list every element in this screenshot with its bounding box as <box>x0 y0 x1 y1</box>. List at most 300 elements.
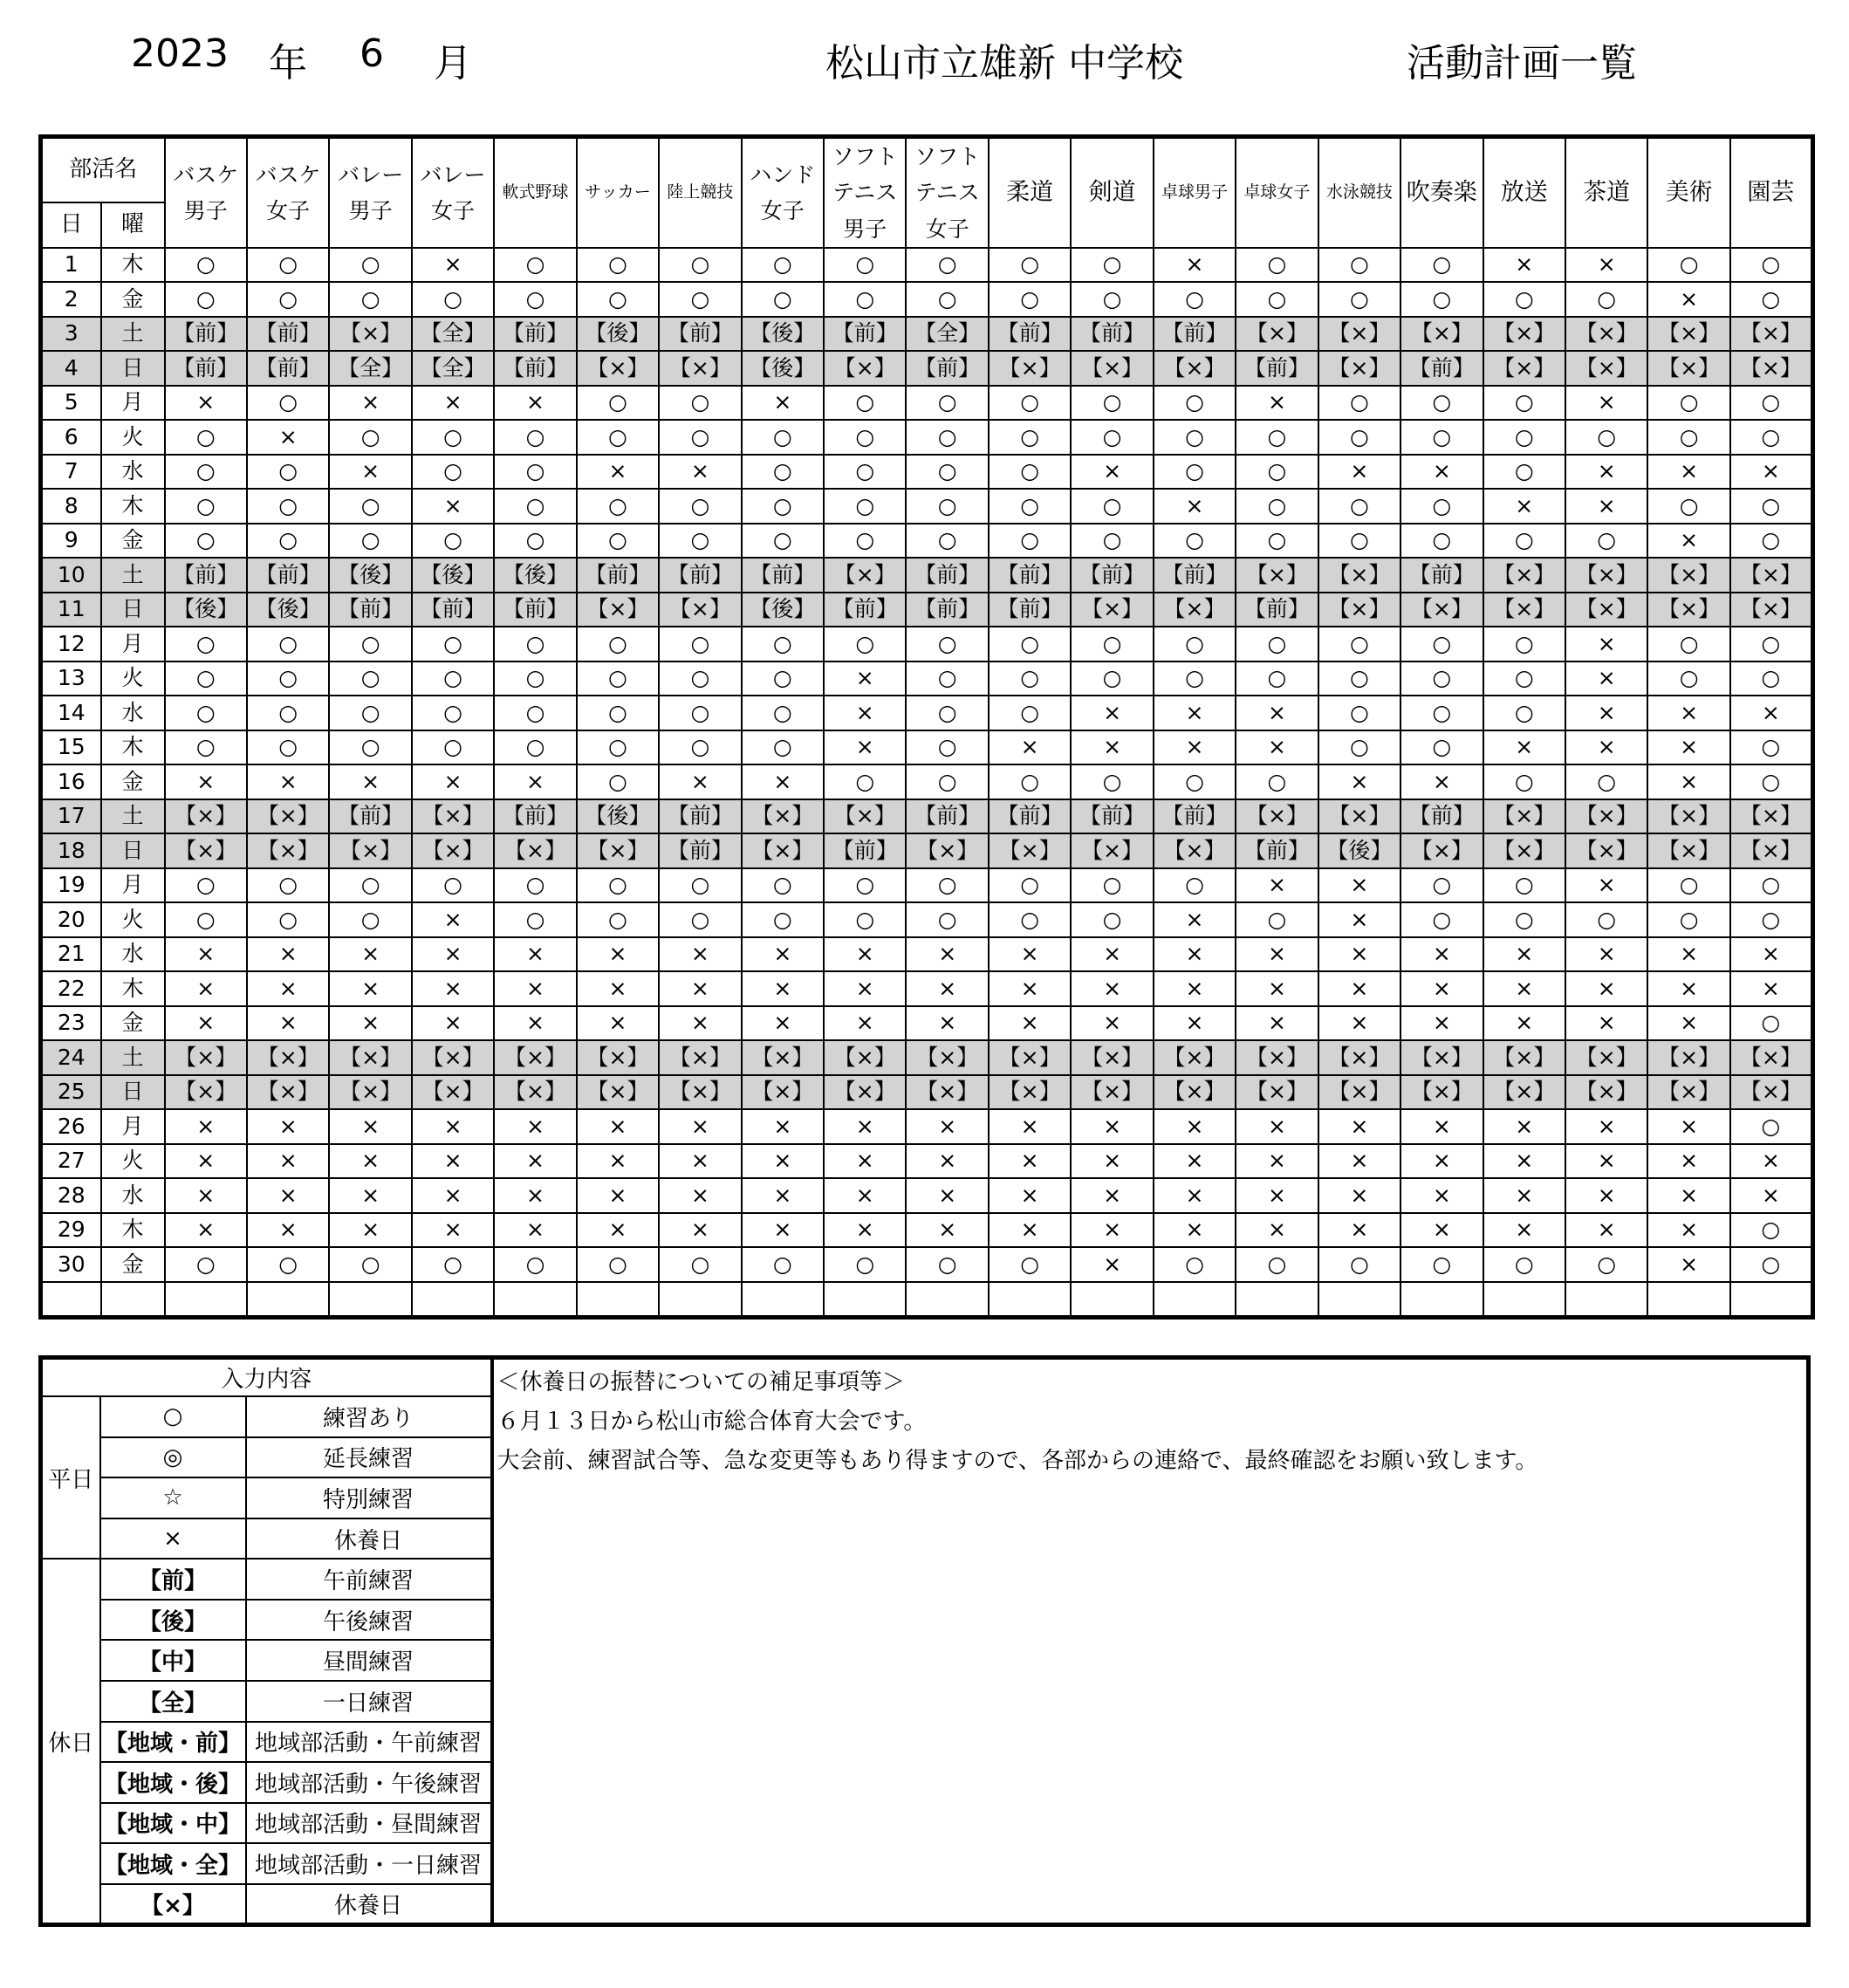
activity-cell: ○ <box>1071 627 1153 662</box>
activity-cell: × <box>1236 1144 1318 1179</box>
activity-cell: 【×】 <box>329 1075 411 1110</box>
activity-cell: ○ <box>412 282 494 317</box>
legend-meaning: 休養日 <box>246 1518 492 1560</box>
activity-cell: × <box>1318 937 1400 972</box>
weekday: 月 <box>101 868 165 903</box>
activity-cell: × <box>1236 730 1318 765</box>
activity-cell: ○ <box>247 248 329 283</box>
weekday: 水 <box>101 696 165 730</box>
activity-cell: × <box>165 971 247 1006</box>
activity-cell: × <box>659 971 741 1006</box>
legend-symbol: 【全】 <box>100 1681 246 1722</box>
day-number: 4 <box>41 351 101 386</box>
activity-cell: ○ <box>824 627 906 662</box>
activity-cell: 【×】 <box>412 1075 494 1110</box>
activity-cell: × <box>1071 937 1153 972</box>
activity-cell: 【後】 <box>412 558 494 593</box>
activity-cell: × <box>824 937 906 972</box>
activity-cell: ○ <box>989 386 1071 421</box>
activity-cell: × <box>1071 1144 1153 1179</box>
activity-cell: ○ <box>494 902 576 937</box>
legend-symbol: 【前】 <box>100 1559 246 1600</box>
activity-cell: 【前】 <box>906 799 988 834</box>
activity-cell: ○ <box>1730 764 1812 799</box>
activity-cell: ○ <box>165 1247 247 1282</box>
activity-cell: ○ <box>1400 1247 1483 1282</box>
activity-cell: ○ <box>329 420 411 455</box>
activity-cell: × <box>1071 1178 1153 1213</box>
club-header <box>1647 137 1729 248</box>
activity-cell: 【×】 <box>1730 593 1812 627</box>
activity-cell: × <box>1730 455 1812 490</box>
activity-cell: 【×】 <box>165 1040 247 1075</box>
activity-cell: × <box>906 937 988 972</box>
activity-cell: ○ <box>1154 764 1236 799</box>
activity-cell: ○ <box>1071 282 1153 317</box>
activity-cell: × <box>247 1178 329 1213</box>
activity-cell: × <box>1647 937 1729 972</box>
activity-cell: ○ <box>247 386 329 421</box>
activity-cell: × <box>1236 1109 1318 1144</box>
schedule-row <box>41 420 1813 455</box>
activity-cell: × <box>1236 1006 1318 1041</box>
activity-cell: 【×】 <box>989 351 1071 386</box>
activity-cell <box>989 1282 1071 1318</box>
activity-cell: 【×】 <box>1071 351 1153 386</box>
activity-cell: × <box>742 1178 824 1213</box>
activity-cell: 【×】 <box>1071 1040 1153 1075</box>
activity-cell: 【×】 <box>1318 1040 1400 1075</box>
activity-cell: ○ <box>989 627 1071 662</box>
activity-cell: ○ <box>1236 662 1318 696</box>
activity-cell: ○ <box>742 627 824 662</box>
club-header-line: ハンド <box>750 161 816 188</box>
activity-cell: ○ <box>1071 868 1153 903</box>
activity-cell: 【前】 <box>989 317 1071 352</box>
weekday: 月 <box>101 386 165 421</box>
day-number: 16 <box>41 764 101 799</box>
club-header-line: 卓球女子 <box>1243 182 1311 202</box>
activity-cell: 【後】 <box>494 558 576 593</box>
day-number: 6 <box>41 420 101 455</box>
club-header-line: 女子 <box>266 197 311 223</box>
activity-cell: × <box>1154 1213 1236 1248</box>
activity-cell: ○ <box>247 524 329 559</box>
day-number: 9 <box>41 524 101 559</box>
schedule-row <box>41 799 1813 834</box>
club-header <box>1071 137 1153 248</box>
activity-cell: ○ <box>329 730 411 765</box>
activity-cell: × <box>1318 1178 1400 1213</box>
activity-cell: 【×】 <box>1730 833 1812 868</box>
activity-cell: × <box>1318 902 1400 937</box>
activity-cell: 【×】 <box>577 593 659 627</box>
activity-cell: ○ <box>412 627 494 662</box>
activity-cell: 【×】 <box>659 1040 741 1075</box>
activity-cell: ○ <box>577 420 659 455</box>
club-header-line: 吹奏楽 <box>1406 178 1477 206</box>
activity-cell: ○ <box>1400 420 1483 455</box>
activity-cell: × <box>247 937 329 972</box>
club-header <box>742 137 824 248</box>
activity-cell: ○ <box>412 696 494 730</box>
activity-cell: × <box>1154 489 1236 524</box>
activity-cell: ○ <box>1565 282 1647 317</box>
activity-cell: ○ <box>329 489 411 524</box>
activity-cell: 【前】 <box>1154 317 1236 352</box>
activity-cell: ○ <box>1154 386 1236 421</box>
day-number <box>41 1282 101 1318</box>
activity-cell: ○ <box>1647 868 1729 903</box>
activity-cell: ○ <box>1400 730 1483 765</box>
activity-cell: ○ <box>329 282 411 317</box>
activity-cell: 【前】 <box>659 799 741 834</box>
activity-cell: ○ <box>165 696 247 730</box>
activity-cell: × <box>412 489 494 524</box>
activity-cell: 【×】 <box>1483 1075 1565 1110</box>
activity-cell: ○ <box>165 868 247 903</box>
activity-cell: × <box>659 937 741 972</box>
activity-cell: × <box>989 1178 1071 1213</box>
activity-cell: × <box>989 971 1071 1006</box>
activity-cell: ○ <box>412 455 494 490</box>
activity-cell: ○ <box>659 1247 741 1282</box>
activity-cell: ○ <box>1318 1247 1400 1282</box>
school-name: 松山市立雄新 中学校 <box>825 41 1183 86</box>
activity-cell: ○ <box>1730 662 1812 696</box>
weekday-header: 曜 <box>101 202 165 248</box>
legend-meaning: 特別練習 <box>246 1477 492 1518</box>
activity-cell: × <box>1565 248 1647 283</box>
activity-cell: × <box>412 1213 494 1248</box>
activity-cell: × <box>1154 1178 1236 1213</box>
activity-cell: 【×】 <box>1565 593 1647 627</box>
activity-cell: × <box>1318 971 1400 1006</box>
club-header-line: 女子 <box>431 197 476 223</box>
activity-cell: ○ <box>659 902 741 937</box>
activity-cell: ○ <box>742 662 824 696</box>
activity-cell <box>1318 1282 1400 1318</box>
activity-cell: 【×】 <box>1730 1075 1812 1110</box>
activity-cell: 【×】 <box>412 1040 494 1075</box>
activity-cell: 【前】 <box>989 558 1071 593</box>
legend-symbol: ☆ <box>100 1477 246 1518</box>
activity-cell: 【×】 <box>1565 1040 1647 1075</box>
activity-cell: ○ <box>906 902 988 937</box>
activity-cell: × <box>1154 1006 1236 1041</box>
activity-cell: × <box>412 937 494 972</box>
activity-cell: × <box>659 1144 741 1179</box>
activity-cell: 【×】 <box>494 833 576 868</box>
activity-cell: ○ <box>659 696 741 730</box>
activity-cell: 【前】 <box>1236 593 1318 627</box>
club-header <box>577 137 659 248</box>
activity-cell: 【前】 <box>494 799 576 834</box>
activity-cell: ○ <box>906 662 988 696</box>
club-header <box>1400 137 1483 248</box>
activity-cell: 【×】 <box>1318 317 1400 352</box>
activity-cell: 【前】 <box>1071 799 1153 834</box>
activity-cell: 【×】 <box>989 833 1071 868</box>
activity-cell: 【×】 <box>1400 1075 1483 1110</box>
activity-cell: ○ <box>494 696 576 730</box>
activity-cell: ○ <box>742 524 824 559</box>
activity-cell: × <box>1565 455 1647 490</box>
activity-cell: 【前】 <box>1154 799 1236 834</box>
activity-cell: 【×】 <box>1400 1040 1483 1075</box>
schedule-row <box>41 489 1813 524</box>
activity-cell: × <box>1236 1178 1318 1213</box>
club-header <box>906 137 988 248</box>
activity-cell: × <box>742 1213 824 1248</box>
activity-cell: 【前】 <box>494 593 576 627</box>
activity-cell: ○ <box>1730 420 1812 455</box>
activity-cell: ○ <box>1400 489 1483 524</box>
activity-cell: × <box>1400 764 1483 799</box>
schedule-row <box>41 1247 1813 1282</box>
activity-cell: × <box>1565 971 1647 1006</box>
activity-cell: ○ <box>906 386 988 421</box>
club-header-line: 剣道 <box>1088 178 1136 206</box>
activity-cell: ○ <box>494 627 576 662</box>
activity-cell: ○ <box>494 868 576 903</box>
activity-cell: ○ <box>577 662 659 696</box>
activity-cell: ○ <box>989 282 1071 317</box>
activity-cell: × <box>1071 971 1153 1006</box>
activity-cell: 【×】 <box>577 1075 659 1110</box>
activity-cell: 【×】 <box>247 1040 329 1075</box>
activity-cell: × <box>1730 696 1812 730</box>
club-header-line: 放送 <box>1500 178 1548 206</box>
activity-cell: × <box>1154 971 1236 1006</box>
activity-cell: 【×】 <box>1154 833 1236 868</box>
activity-cell: × <box>824 1144 906 1179</box>
weekday: 火 <box>101 1144 165 1179</box>
activity-cell: × <box>247 764 329 799</box>
activity-cell: 【×】 <box>1236 1040 1318 1075</box>
day-number: 29 <box>41 1213 101 1248</box>
activity-cell: × <box>1647 282 1729 317</box>
activity-cell: ○ <box>906 696 988 730</box>
activity-cell: 【×】 <box>247 833 329 868</box>
day-number: 23 <box>41 1006 101 1041</box>
activity-cell: 【×】 <box>1483 1040 1565 1075</box>
activity-cell: ○ <box>329 248 411 283</box>
activity-cell: ○ <box>824 902 906 937</box>
legend-meaning: 延長練習 <box>246 1437 492 1478</box>
club-header-line: 茶道 <box>1583 178 1631 206</box>
activity-cell: × <box>577 1109 659 1144</box>
activity-cell: ○ <box>1483 282 1565 317</box>
schedule-row <box>41 282 1813 317</box>
activity-cell: × <box>1318 1213 1400 1248</box>
activity-cell: ○ <box>329 902 411 937</box>
activity-cell: ○ <box>989 868 1071 903</box>
activity-cell: ○ <box>742 282 824 317</box>
activity-cell: ○ <box>1318 489 1400 524</box>
legend-meaning: 午前練習 <box>246 1559 492 1600</box>
activity-cell: ○ <box>1236 902 1318 937</box>
activity-cell: × <box>659 455 741 490</box>
schedule-row <box>41 1282 1813 1318</box>
notes-title: ＜休養日の振替についての補足事項等＞ <box>496 1369 905 1395</box>
activity-cell: × <box>1647 1006 1729 1041</box>
schedule-row <box>41 248 1813 283</box>
activity-cell: ○ <box>824 248 906 283</box>
weekday: 火 <box>101 662 165 696</box>
club-header-line: ソフト <box>832 144 898 169</box>
activity-cell: ○ <box>494 282 576 317</box>
activity-cell: × <box>1483 1213 1565 1248</box>
activity-cell: ○ <box>1730 282 1812 317</box>
day-number: 10 <box>41 558 101 593</box>
activity-cell: 【前】 <box>659 317 741 352</box>
activity-cell: × <box>412 971 494 1006</box>
activity-cell: × <box>165 1006 247 1041</box>
activity-cell: 【×】 <box>1071 593 1153 627</box>
activity-cell: ○ <box>1647 489 1729 524</box>
activity-cell: ○ <box>329 1247 411 1282</box>
activity-cell: ○ <box>165 489 247 524</box>
activity-cell: ○ <box>247 662 329 696</box>
activity-cell: × <box>1400 1178 1483 1213</box>
activity-cell: ○ <box>1730 248 1812 283</box>
activity-cell <box>906 1282 988 1318</box>
activity-cell: × <box>494 1006 576 1041</box>
activity-cell: × <box>165 764 247 799</box>
activity-cell: × <box>1154 730 1236 765</box>
activity-cell: 【×】 <box>1565 351 1647 386</box>
weekday: 木 <box>101 248 165 283</box>
activity-cell: × <box>906 1178 988 1213</box>
activity-cell: ○ <box>742 420 824 455</box>
activity-cell: ○ <box>577 764 659 799</box>
activity-cell: ○ <box>659 386 741 421</box>
day-number: 21 <box>41 937 101 972</box>
activity-cell: ○ <box>1565 420 1647 455</box>
activity-cell: ○ <box>1565 902 1647 937</box>
activity-cell: 【×】 <box>1565 1075 1647 1110</box>
activity-cell <box>1730 1282 1812 1318</box>
day-number: 20 <box>41 902 101 937</box>
activity-cell: × <box>247 1109 329 1144</box>
activity-cell <box>577 1282 659 1318</box>
club-header-line: 男子 <box>348 197 393 223</box>
activity-cell: 【×】 <box>659 1075 741 1110</box>
club-header-line: 水泳競技 <box>1325 182 1393 202</box>
legend-symbol: 【後】 <box>100 1600 246 1641</box>
activity-cell: ○ <box>1154 282 1236 317</box>
activity-cell: ○ <box>247 627 329 662</box>
activity-cell: × <box>824 1213 906 1248</box>
activity-cell: × <box>1236 937 1318 972</box>
activity-cell <box>1236 1282 1318 1318</box>
activity-cell: ○ <box>1647 420 1729 455</box>
activity-cell: ○ <box>989 764 1071 799</box>
activity-cell: × <box>412 1006 494 1041</box>
activity-cell: ○ <box>742 868 824 903</box>
schedule-body <box>41 248 1813 1318</box>
activity-cell: × <box>1154 696 1236 730</box>
activity-cell: ○ <box>1730 489 1812 524</box>
note-line: ６月１３日から松山市総合体育大会です。 <box>496 1409 927 1435</box>
activity-cell: × <box>1071 1006 1153 1041</box>
activity-cell: × <box>1647 696 1729 730</box>
activity-cell: × <box>1400 1213 1483 1248</box>
activity-cell: ○ <box>906 1247 988 1282</box>
year-label: 年 <box>269 41 307 86</box>
activity-cell: × <box>1647 1109 1729 1144</box>
activity-cell: × <box>577 1006 659 1041</box>
activity-cell <box>165 1282 247 1318</box>
activity-cell: ○ <box>1236 764 1318 799</box>
activity-cell: × <box>412 1178 494 1213</box>
activity-cell: × <box>165 1144 247 1179</box>
club-header-line: 男子 <box>843 216 887 242</box>
club-header-line: 卓球男子 <box>1161 182 1228 202</box>
activity-cell: × <box>989 730 1071 765</box>
activity-cell: × <box>247 420 329 455</box>
activity-cell: 【前】 <box>247 558 329 593</box>
schedule-header <box>41 137 1813 248</box>
activity-cell: × <box>1565 1178 1647 1213</box>
activity-cell: × <box>1400 937 1483 972</box>
weekday: 土 <box>101 317 165 352</box>
activity-cell: × <box>906 1109 988 1144</box>
activity-cell: 【×】 <box>1565 558 1647 593</box>
activity-cell: 【全】 <box>412 351 494 386</box>
weekday: 木 <box>101 489 165 524</box>
activity-cell: ○ <box>1483 902 1565 937</box>
activity-cell <box>1565 1282 1647 1318</box>
activity-cell: 【×】 <box>577 351 659 386</box>
activity-cell: × <box>659 1213 741 1248</box>
activity-cell: 【×】 <box>1154 593 1236 627</box>
activity-cell: × <box>412 1109 494 1144</box>
activity-cell: ○ <box>494 248 576 283</box>
activity-cell: 【×】 <box>989 1075 1071 1110</box>
activity-cell: ○ <box>494 524 576 559</box>
activity-cell: ○ <box>165 248 247 283</box>
activity-cell: 【×】 <box>1647 558 1729 593</box>
activity-cell: 【×】 <box>1647 351 1729 386</box>
activity-cell: 【前】 <box>1236 833 1318 868</box>
activity-cell: × <box>659 764 741 799</box>
activity-cell: × <box>824 662 906 696</box>
activity-cell: 【×】 <box>906 1040 988 1075</box>
activity-cell: 【前】 <box>989 799 1071 834</box>
activity-cell: 【×】 <box>1318 799 1400 834</box>
schedule-row <box>41 386 1813 421</box>
club-header <box>412 137 494 248</box>
activity-cell: × <box>1400 1109 1483 1144</box>
activity-cell: 【×】 <box>1318 351 1400 386</box>
club-header <box>1236 137 1318 248</box>
activity-cell: × <box>1565 868 1647 903</box>
club-header-line: バスケ <box>173 161 239 188</box>
activity-cell: ○ <box>659 489 741 524</box>
activity-cell: 【×】 <box>1483 593 1565 627</box>
activity-cell: × <box>1730 1144 1812 1179</box>
activity-cell: ○ <box>1730 902 1812 937</box>
activity-cell: × <box>1565 489 1647 524</box>
activity-cell: ○ <box>1071 248 1153 283</box>
activity-cell: × <box>824 730 906 765</box>
activity-cell: 【後】 <box>577 317 659 352</box>
activity-cell: ○ <box>1236 627 1318 662</box>
activity-cell: × <box>494 764 576 799</box>
club-header-line: バレー <box>420 161 486 188</box>
